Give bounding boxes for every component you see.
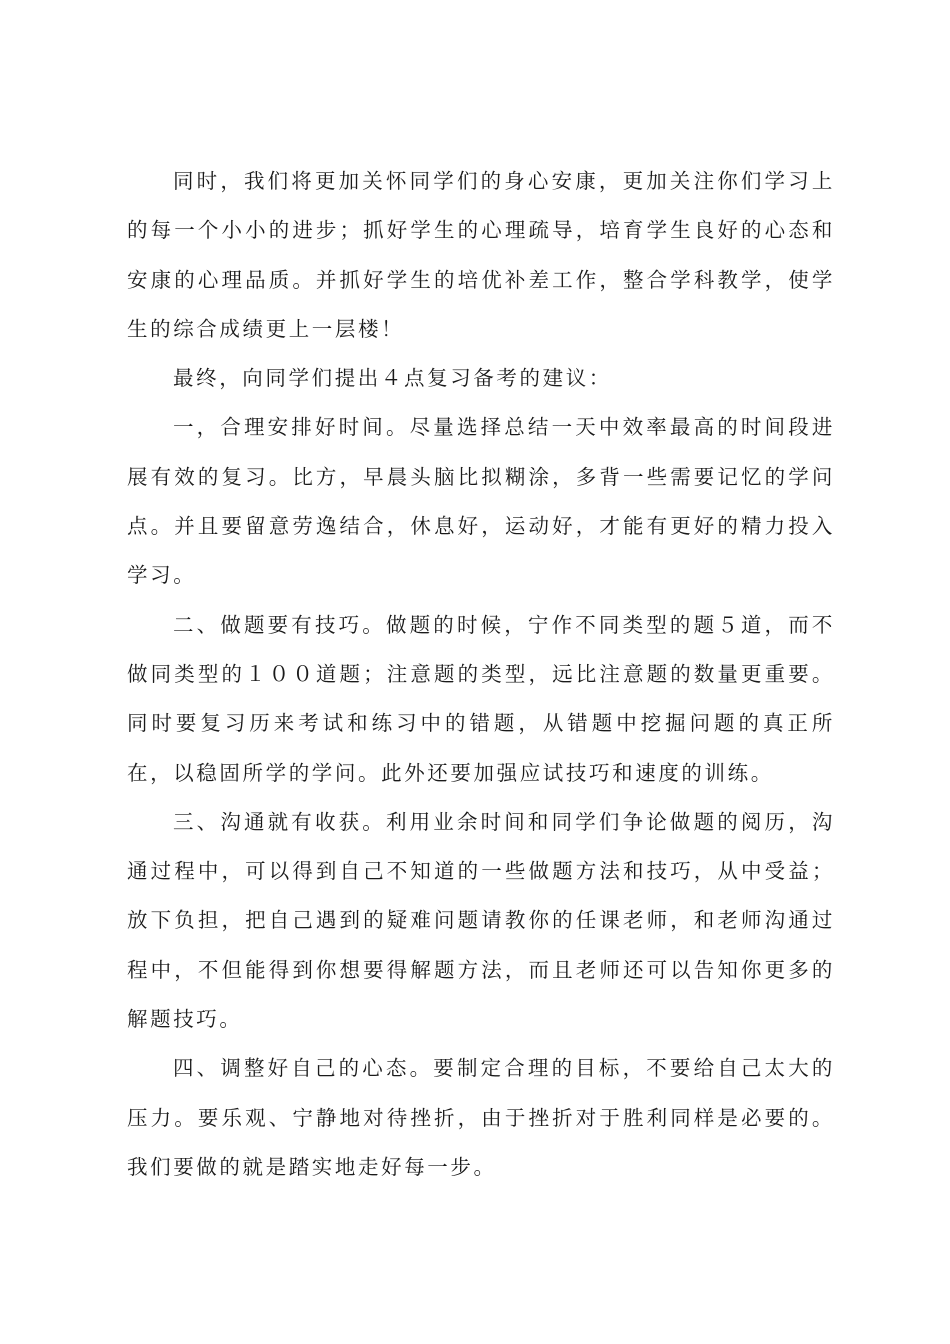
paragraph-suggestion-1: 一，合理安排好时间。尽量选择总结一天中效率最高的时间段进展有效的复习。比方，早晨头脑比拟糊涂，多背一些需要记忆的学问点。并且要留意劳逸结合，休息好，运动好，才能有更好的精力投入学习。 [127, 415, 835, 588]
paragraph-suggestion-2: 二、做题要有技巧。做题的时候，宁作不同类型的题５道，而不做同类型的１００道题；注意题的类型，远比注意题的数量更重要。同时要复习历来考试和练习中的错题，从错题中挖掘问题的真正所在，以稳固所学的学问。此外还要加强应试技巧和速度的训练。 [127, 612, 835, 785]
paragraph-care: 同时，我们将更加关怀同学们的身心安康，更加关注你们学习上的每一个小小的进步；抓好学生的心理疏导，培育学生良好的心态和安康的心理品质。并抓好学生的培优补差工作，整合学科教学，使学生的综合成绩更上一层楼！ [127, 169, 835, 341]
paragraph-suggestion-3: 三、沟通就有收获。利用业余时间和同学们争论做题的阅历，沟通过程中，可以得到自己不知道的一些做题方法和技巧，从中受益；放下负担，把自己遇到的疑难问题请教你的任课老师，和老师沟通过程中，不但能得到你想要得解题方法，而且老师还可以告知你更多的解题技巧。 [127, 809, 835, 1032]
document-body [127, 157, 835, 1192]
paragraph-intro-suggestions: 最终，向同学们提出４点复习备考的建议： [173, 366, 612, 391]
paragraph-suggestion-4: 四、调整好自己的心态。要制定合理的目标，不要给自己太大的压力。要乐观、宁静地对待挫折，由于挫折对于胜利同样是必要的。我们要做的就是踏实地走好每一步。 [127, 1056, 835, 1179]
